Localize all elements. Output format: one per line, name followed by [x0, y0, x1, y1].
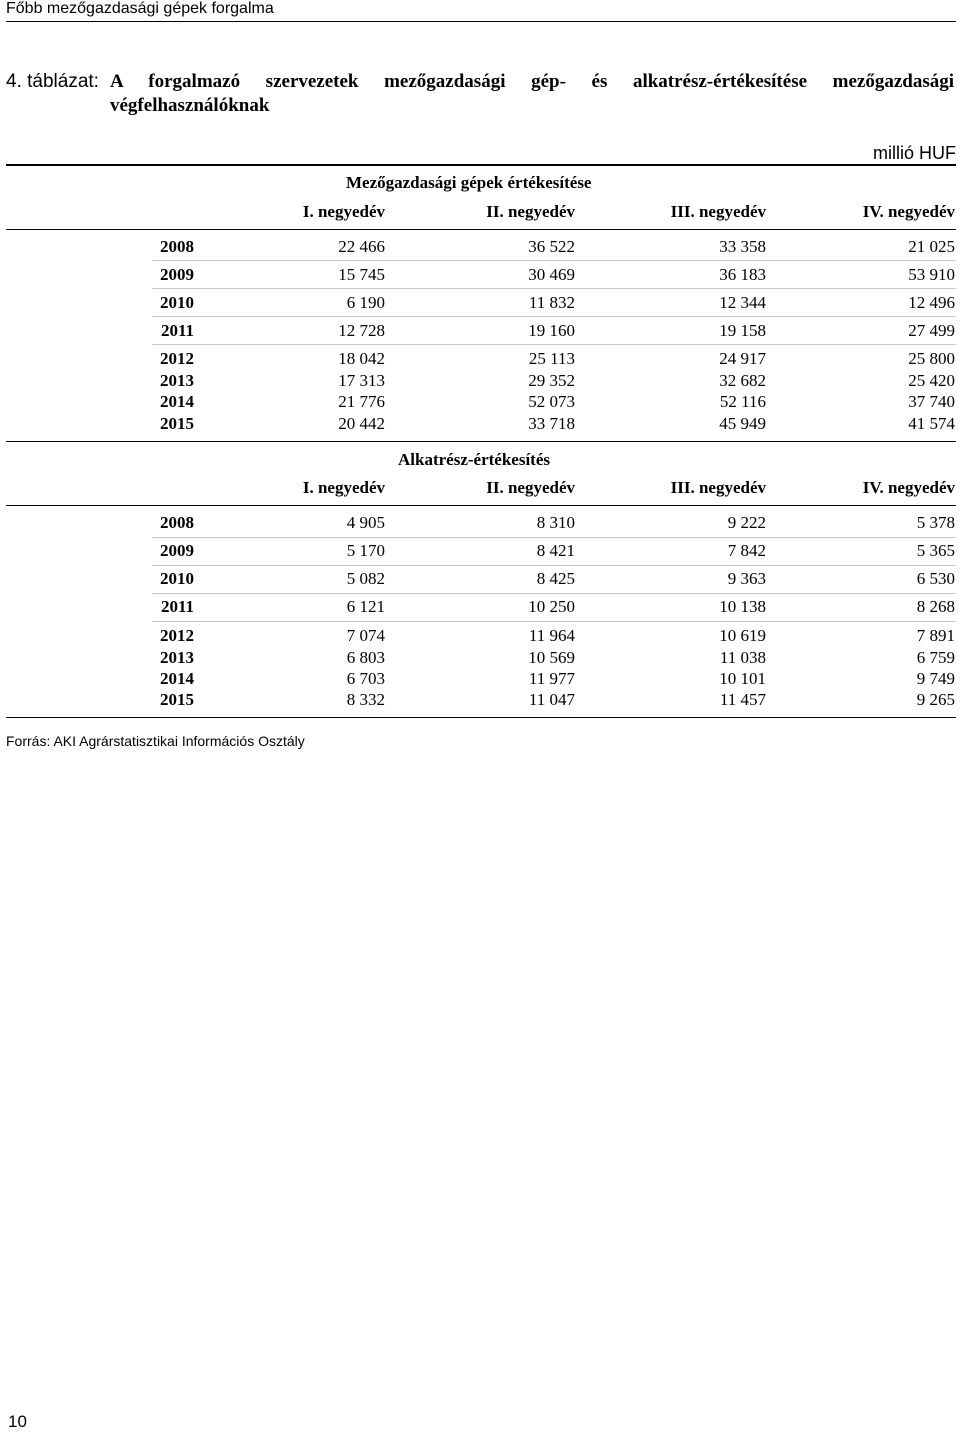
machines-header-rule [6, 229, 956, 230]
table-top-rule [6, 164, 956, 166]
parts-cell: 5 365 [916, 541, 955, 560]
parts-row-year: 2012 [160, 626, 194, 645]
machines-cell: 21 776 [338, 392, 385, 411]
table-label: 4. táblázat: [6, 71, 99, 92]
machines-header-q3: III. negyedév [670, 202, 766, 221]
parts-cell: 8 425 [536, 569, 575, 588]
parts-row-year: 2008 [160, 513, 194, 532]
machines-header-q2: II. negyedév [486, 202, 575, 221]
machines-cell: 41 574 [908, 414, 955, 433]
machines-cell: 33 718 [528, 414, 575, 433]
machines-cell: 36 183 [719, 265, 766, 284]
parts-cell: 11 964 [528, 626, 575, 645]
parts-cell: 6 803 [346, 648, 385, 667]
machines-cell: 45 949 [719, 414, 766, 433]
machines-cell: 36 522 [528, 237, 575, 256]
machines-cell: 19 158 [719, 321, 766, 340]
machines-row-year: 2015 [160, 414, 194, 433]
parts-cell: 6 121 [346, 597, 385, 616]
parts-cell: 10 569 [528, 648, 575, 667]
machines-cell: 37 740 [908, 392, 955, 411]
machines-cell: 22 466 [338, 237, 385, 256]
machines-cell: 33 358 [719, 237, 766, 256]
parts-cell: 4 905 [346, 513, 385, 532]
machines-row-year: 2013 [160, 371, 194, 390]
machines-row-divider [152, 316, 956, 317]
machines-row-year: 2012 [160, 349, 194, 368]
machines-row-year: 2011 [160, 321, 194, 340]
parts-cell: 5 378 [916, 513, 955, 532]
parts-cell: 9 749 [916, 669, 955, 688]
machines-cell: 18 042 [338, 349, 385, 368]
parts-cell: 7 074 [346, 626, 385, 645]
parts-cell: 8 421 [536, 541, 575, 560]
parts-cell: 5 170 [346, 541, 385, 560]
machines-row-divider [152, 288, 956, 289]
unit-label: millió HUF [873, 143, 956, 163]
machines-cell: 6 190 [346, 293, 385, 312]
parts-cell: 9 222 [727, 513, 766, 532]
parts-cell: 5 082 [346, 569, 385, 588]
parts-row-divider [152, 593, 956, 594]
machines-section-title: Mezőgazdasági gépek értékesítése [346, 173, 592, 192]
parts-row-year: 2009 [160, 541, 194, 560]
table-title-line1: A forgalmazó szervezetek mezőgazdasági gép- és alkatrész-értékesítése mezőgazdasági [110, 71, 954, 92]
machines-cell: 21 025 [908, 237, 955, 256]
parts-header-q2: II. negyedév [486, 478, 575, 497]
parts-cell: 10 138 [719, 597, 766, 616]
parts-cell: 11 047 [528, 690, 575, 709]
machines-bottom-rule [6, 441, 956, 442]
parts-row-year: 2011 [160, 597, 194, 616]
parts-section-title: Alkatrész-értékesítés [398, 450, 550, 469]
parts-cell: 10 101 [719, 669, 766, 688]
machines-cell: 52 116 [719, 392, 766, 411]
parts-row-year: 2010 [160, 569, 194, 588]
parts-row-year: 2015 [160, 690, 194, 709]
machines-cell: 24 917 [719, 349, 766, 368]
machines-cell: 17 313 [338, 371, 385, 390]
parts-cell: 7 842 [727, 541, 766, 560]
machines-cell: 12 728 [338, 321, 385, 340]
machines-cell: 53 910 [908, 265, 955, 284]
machines-cell: 12 496 [908, 293, 955, 312]
machines-header-q1: I. negyedév [302, 202, 385, 221]
table-title [6, 70, 954, 118]
parts-cell: 8 268 [916, 597, 955, 616]
machines-cell: 25 420 [908, 371, 955, 390]
parts-header-q1: I. negyedév [302, 478, 385, 497]
parts-row-divider [152, 621, 956, 622]
machines-cell: 32 682 [719, 371, 766, 390]
parts-row-year: 2013 [160, 648, 194, 667]
machines-cell: 20 442 [338, 414, 385, 433]
page-number: 10 [8, 1412, 27, 1431]
header-divider [6, 21, 956, 22]
machines-row-divider [152, 260, 956, 261]
table-title-line2: végfelhasználóknak [110, 95, 270, 116]
parts-cell: 11 977 [528, 669, 575, 688]
parts-cell: 11 038 [719, 648, 766, 667]
machines-cell: 25 800 [908, 349, 955, 368]
parts-row-year: 2014 [160, 669, 194, 688]
machines-header-q4: IV. negyedév [862, 202, 955, 221]
machines-row-divider [152, 344, 956, 345]
parts-cell: 6 530 [916, 569, 955, 588]
parts-cell: 6 703 [346, 669, 385, 688]
machines-row-year: 2014 [160, 392, 194, 411]
parts-cell: 8 310 [536, 513, 575, 532]
parts-header-q4: IV. negyedév [862, 478, 955, 497]
parts-row-divider [152, 537, 956, 538]
parts-bottom-rule [6, 717, 956, 718]
machines-cell: 25 113 [528, 349, 575, 368]
machines-cell: 27 499 [908, 321, 955, 340]
parts-cell: 8 332 [346, 690, 385, 709]
machines-row-year: 2009 [160, 265, 194, 284]
source-note: Forrás: AKI Agrárstatisztikai Információs Osztály [6, 733, 305, 749]
parts-cell: 9 265 [916, 690, 955, 709]
machines-cell: 29 352 [528, 371, 575, 390]
parts-cell: 6 759 [916, 648, 955, 667]
parts-cell: 11 457 [719, 690, 766, 709]
machines-row-year: 2008 [160, 237, 194, 256]
running-header: Főbb mezőgazdasági gépek forgalma [6, 0, 274, 17]
machines-cell: 19 160 [528, 321, 575, 340]
machines-cell: 15 745 [338, 265, 385, 284]
machines-cell: 12 344 [719, 293, 766, 312]
parts-cell: 10 619 [719, 626, 766, 645]
machines-row-year: 2010 [160, 293, 194, 312]
machines-cell: 11 832 [528, 293, 575, 312]
machines-cell: 52 073 [528, 392, 575, 411]
parts-header-q3: III. negyedév [670, 478, 766, 497]
parts-header-rule [6, 505, 956, 506]
parts-row-divider [152, 565, 956, 566]
parts-cell: 10 250 [528, 597, 575, 616]
parts-cell: 9 363 [727, 569, 766, 588]
parts-cell: 7 891 [916, 626, 955, 645]
machines-cell: 30 469 [528, 265, 575, 284]
